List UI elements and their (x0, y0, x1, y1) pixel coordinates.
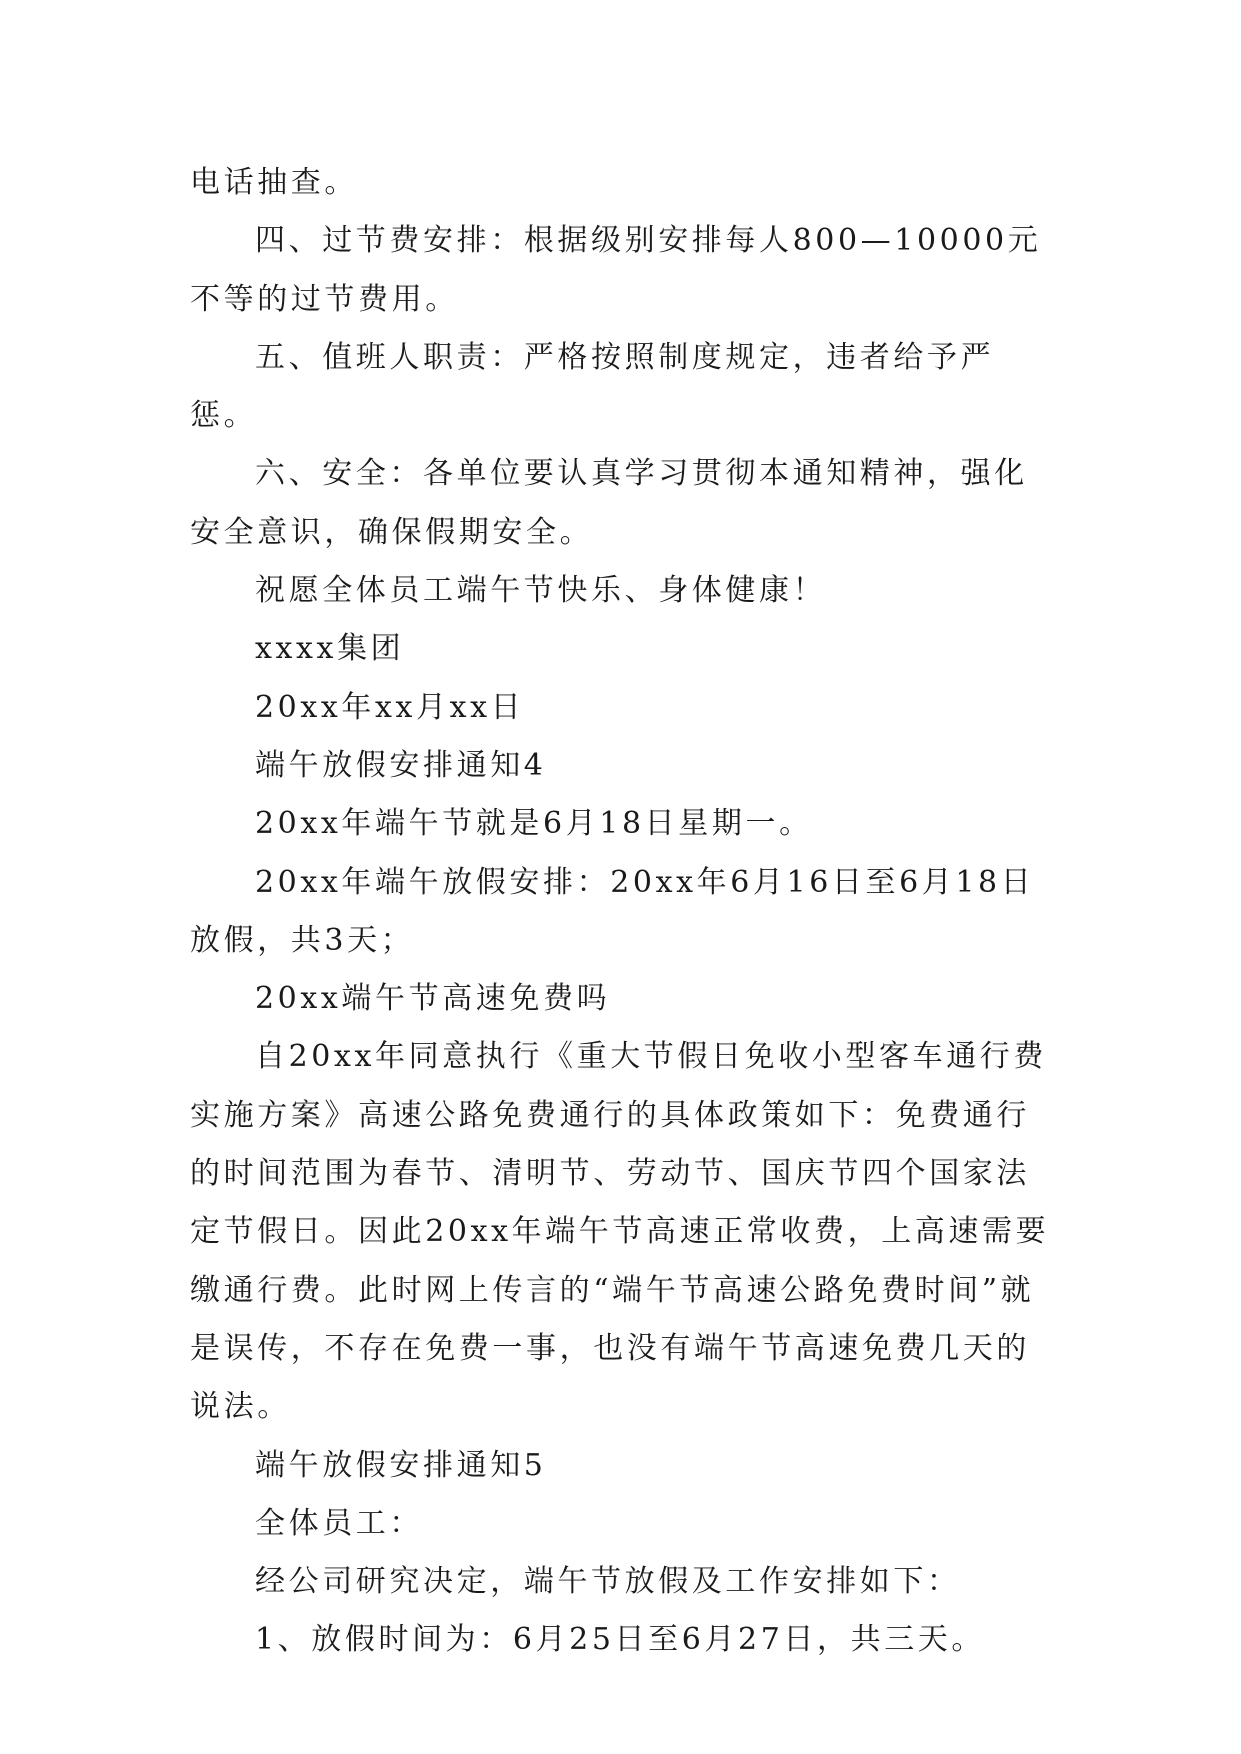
signature-date: 20xx年xx月xx日 (255, 689, 525, 725)
section-heading-notice-5: 端午放假安排通知5 (255, 1447, 547, 1483)
document-body (190, 154, 1050, 1670)
paragraph-holiday-fee: 四、过节费安排：根据级别安排每人800—10000元不等的过节费用。 (190, 223, 1042, 317)
paragraph-festival-date: 20xx年端午节就是6月18日星期一。 (255, 806, 813, 842)
paragraph-salutation: 全体员工： (255, 1505, 423, 1541)
paragraph-duty-responsibility: 五、值班人职责：严格按照制度规定，违者给予严惩。 (190, 339, 995, 434)
signature-organization: xxxx集团 (255, 631, 405, 667)
paragraph-holiday-time: 1、放假时间为：6月25日至6月27日，共三天。 (255, 1622, 986, 1658)
paragraph-safety: 六、安全：各单位要认真学习贯彻本通知精神，强化安全意识，确保假期安全。 (190, 456, 1028, 550)
paragraph-highway-policy: 自20xx年同意执行《重大节假日免收小型客车通行费实施方案》高速公路免费通行的具体政策如下：免费通行的时间范围为春节、清明节、劳动节、国庆节四个国家法定节假日。因此20xx年端午节高速正常收费，上高速需要缴通行费。此时网上传言的“端午节高速公路免费时间”就是误传，不存在免费一事，也没有端午节高速免费几天的说法。 (190, 1039, 1050, 1425)
paragraph-highway-question: 20xx端午节高速免费吗 (255, 981, 611, 1017)
paragraph-decision: 经公司研究决定，端午节放假及工作安排如下： (255, 1564, 961, 1600)
section-heading-notice-4: 端午放假安排通知4 (255, 747, 547, 783)
paragraph-continuation: 电话抽查。 (190, 165, 358, 200)
paragraph-holiday-schedule: 20xx年端午放假安排：20xx年6月16日至6月18日放假，共3天； (190, 864, 1035, 958)
paragraph-wishes: 祝愿全体员工端午节快乐、身体健康！ (255, 573, 827, 609)
